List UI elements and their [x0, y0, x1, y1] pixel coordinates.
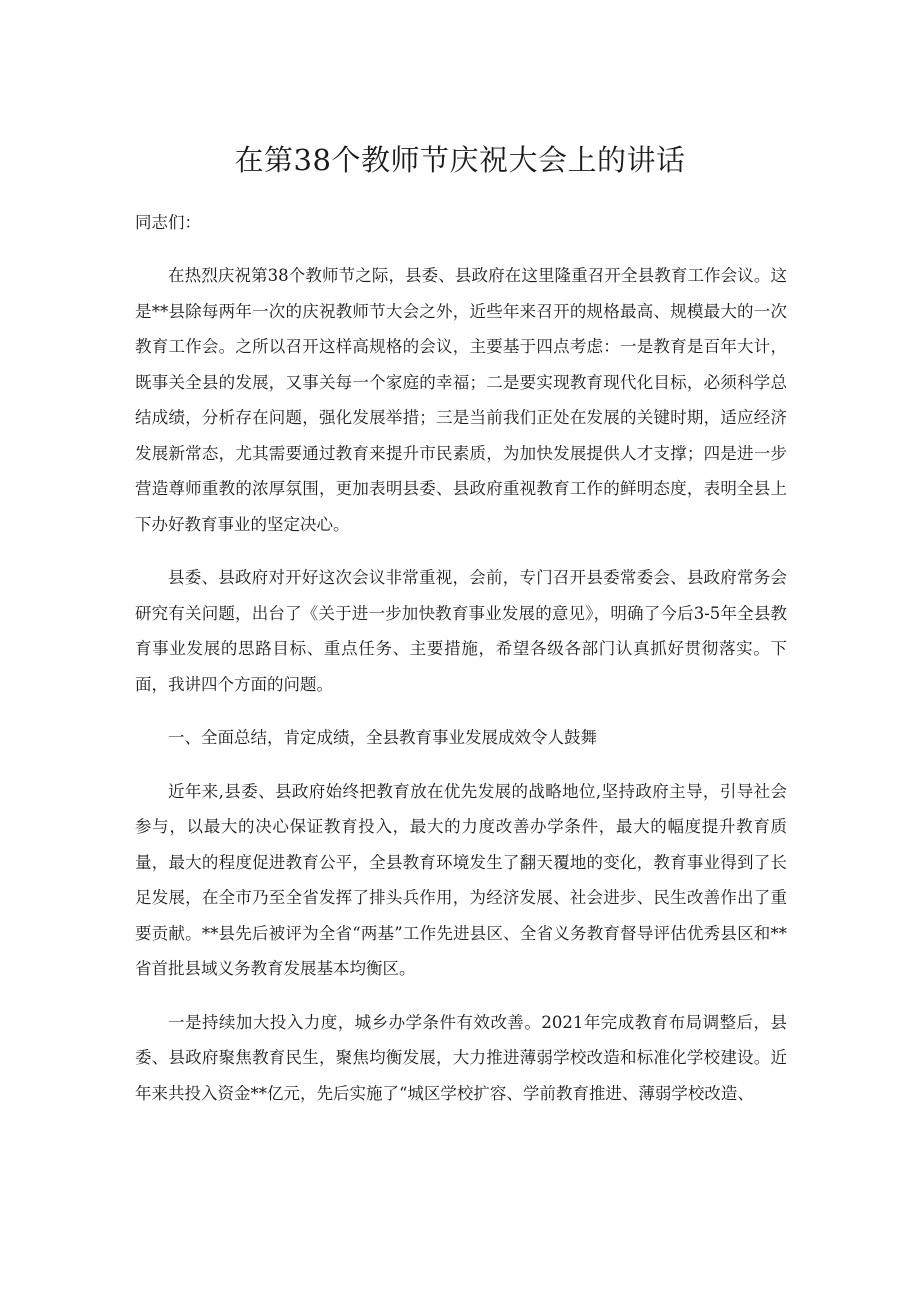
paragraph-achievements: 近年来,县委、县政府始终把教育放在优先发展的战略地位,坚持政府主导，引导社会参与，以最大的决心保证教育投入，最大的力度改善办学条件，最大的幅度提升教育质量，最大的程度促进教育公平，全县教育环境发生了翻天覆地的变化，教育事业得到了长足发展，在全市乃至全省发挥了排头兵作用，为经济发展、社会进步、民生改善作出了重要贡献。**县先后被评为全省“两基”工作先进县区、全省义务教育督导评估优秀县区和**省首批县域义务教育发展基本均衡区。	[135, 781, 787, 978]
paragraph-preparation: 县委、县政府对开好这次会议非常重视，会前，专门召开县委常委会、县政府常务会研究有关问题，出台了《关于进一步加快教育事业发展的意见》，明确了今后3-5年全县教育事业发展的思路目标、重点任务、主要措施，希望各级各部门认真抓好贯彻落实。下面，我讲四个方面的问题。	[135, 568, 787, 694]
document-body	[135, 205, 787, 1129]
document-title: 在第38个教师节庆祝大会上的讲话	[234, 143, 686, 177]
paragraph-investment: 一是持续加大投入力度，城乡办学条件有效改善。2021年完成教育布局调整后，县委、县政府聚焦教育民生，聚焦均衡发展，大力推进薄弱学校改造和标准化学校建设。近年来共投入资金**亿元，先后实施了“城区学校扩容、学前教育推进、薄弱学校改造、	[135, 1012, 787, 1103]
paragraph-opening: 在热烈庆祝第38个教师节之际，县委、县政府在这里隆重召开全县教育工作会议。这是**县除每两年一次的庆祝教师节大会之外，近些年来召开的规格最高、规模最大的一次教育工作会。之所以召开这样高规格的会议，主要基于四点考虑：一是教育是百年大计，既事关全县的发展，又事关每一个家庭的幸福；二是要实现教育现代化目标，必须科学总结成绩，分析存在问题，强化发展举措；三是当前我们正处在发展的关键时期，适应经济发展新常态，尤其需要通过教育来提升市民素质，为加快发展提供人才支撑；四是进一步营造尊师重教的浓厚氛围，更加表明县委、县政府重视教育工作的鲜明态度，表明全县上下办好教育事业的坚定决心。	[135, 266, 787, 534]
salutation: 同志们：	[135, 213, 201, 232]
section-heading-1: 一、全面总结，肯定成绩，全县教育事业发展成效令人鼓舞	[168, 728, 597, 747]
